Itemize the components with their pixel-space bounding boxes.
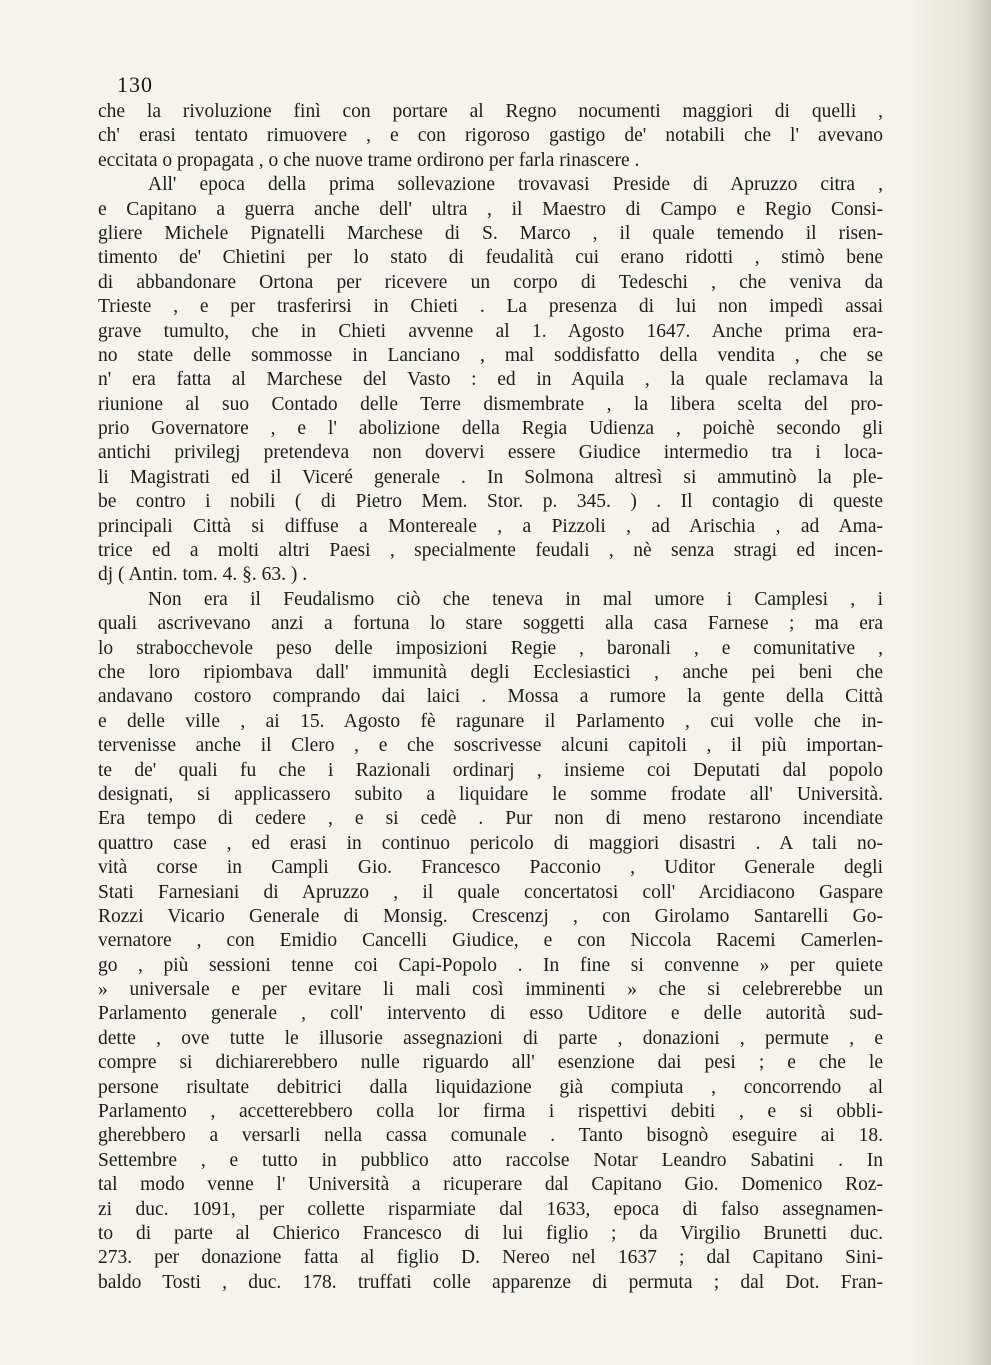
text-line: riunione al suo Contado delle Terre dismembrate , la libera scelta del pro- xyxy=(98,393,883,415)
text-line: principali Città si diffuse a Montereale , a Pizzoli , ad Arischia , ad Ama- xyxy=(98,515,883,537)
text-line: che la rivoluzione finì con portare al Regno nocumenti maggiori di quelli , xyxy=(98,101,883,122)
page-number: 130 xyxy=(117,72,153,97)
text-line: 273. per donazione fatta al figlio D. Nereo nel 1637 ; dal Capitano Sini- xyxy=(98,1247,883,1269)
text-line: Rozzi Vicario Generale di Monsig. Crescenzj , con Girolamo Santarelli Go- xyxy=(98,905,883,927)
text-line: di abbandonare Ortona per ricevere un corpo di Tedeschi , che veniva da xyxy=(98,271,883,293)
text-line: e delle ville , ai 15. Agosto fè ragunare il Parlamento , cui volle che in- xyxy=(98,710,883,732)
text-line: no state delle sommosse in Lanciano , mal soddisfatto della vendita , che se xyxy=(98,344,883,366)
text-line: trice ed a molti altri Paesi , specialmente feudali , nè senza stragi ed incen- xyxy=(98,540,883,562)
text-line: timento de' Chietini per lo stato di feudalità cui erano ridotti , stimò bene xyxy=(98,247,883,269)
text-line: gliere Michele Pignatelli Marchese di S. Marco , il quale temendo il risen- xyxy=(98,222,883,244)
text-line: vernatore , con Emidio Cancelli Giudice, e con Niccola Racemi Camerlen- xyxy=(98,930,883,952)
text-line: vità corse in Campli Gio. Francesco Pacconio , Uditor Generale degli xyxy=(98,857,883,879)
text-line: quali ascrivevano anzi a fortuna lo stare soggetti alla casa Farnese ; ma era xyxy=(98,613,883,635)
text-line: Trieste , e per trasferirsi in Chieti . La presenza di lui non impedì assai xyxy=(98,296,883,318)
text-line: compre si dichiarerebbero nulle riguardo all' esenzione dai pesi ; e che le xyxy=(98,1052,883,1074)
text-line: zi duc. 1091, per collette risparmiate dal 1633, epoca di falso assegnamen- xyxy=(98,1198,883,1220)
text-line: to di parte al Chierico Francesco di lui figlio ; da Virgilio Brunetti duc. xyxy=(98,1222,883,1244)
text-line: tal modo venne l' Università a ricuperare dal Capitano Gio. Domenico Roz- xyxy=(98,1174,883,1196)
text-line: Parlamento , accetterebbero colla lor firma i rispettivi debiti , e si obbli- xyxy=(98,1101,883,1123)
text-line: Parlamento generale , coll' intervento di esso Uditore e delle autorità sud- xyxy=(98,1003,883,1025)
text-line: e Capitano a guerra anche dell' ultra , il Maestro di Campo e Regio Consi- xyxy=(98,198,883,220)
text-line: n' era fatta al Marchese del Vasto : ed in Aquila , la quale reclamava la xyxy=(98,369,883,391)
text-line: dj ( Antin. tom. 4. §. 63. ) . xyxy=(98,564,308,586)
text-line: All' epoca della prima sollevazione trovavasi Preside di Apruzzo citra , xyxy=(148,174,883,196)
text-line: persone risultate debitrici dalla liquidazione già compiuta , concorrendo al xyxy=(98,1076,883,1098)
text-line: Non era il Feudalismo ciò che teneva in mal umore i Camplesi , i xyxy=(148,588,883,610)
text-line: Era tempo di cedere , e si cedè . Pur non di meno restarono incendiate xyxy=(98,808,883,830)
text-line: lo strabocchevole peso delle imposizioni Regie , baronali , e comunitative , xyxy=(98,637,883,659)
text-line: prio Governatore , e l' abolizione della Regia Udienza , poichè secondo gli xyxy=(98,418,883,440)
text-line: antichi privilegj pretendeva non dovervi essere Giudice intermedio tra i loca- xyxy=(98,442,883,464)
text-line: andavano costoro comprando dai laici . Mossa a rumore la gente della Città xyxy=(98,686,883,708)
text-line: designati, si applicassero subito a liquidare le somme frodate all' Università. xyxy=(98,783,883,805)
text-line: eccitata o propagata , o che nuove trame ordirono per farla rinascere . xyxy=(98,149,640,171)
text-line: go , più sessioni tenne coi Capi-Popolo . In fine si convenne » per quiete xyxy=(98,954,883,976)
text-line: quattro case , ed erasi in continuo pericolo di maggiori disastri . A tali no- xyxy=(98,832,883,854)
body-text xyxy=(98,100,883,1295)
text-line: dette , ove tutte le illusorie assegnazioni di parte , donazioni , permute , e xyxy=(98,1027,883,1049)
text-line: ch' erasi tentato rimuovere , e con rigoroso gastigo de' notabili che l' avevano xyxy=(98,125,883,147)
text-line: te de' quali fu che i Razionali ordinarj , insieme coi Deputati dal popolo xyxy=(98,759,883,781)
page-edge-shadow xyxy=(911,0,991,1365)
text-line: grave tumulto, che in Chieti avvenne al 1. Agosto 1647. Anche prima era- xyxy=(98,320,883,342)
text-line: che loro ripiombava dall' immunità degli Ecclesiastici , anche pei beni che xyxy=(98,661,883,683)
text-line: baldo Tosti , duc. 178. truffati colle apparenze di permuta ; dal Dot. Fran- xyxy=(98,1271,883,1293)
text-line: li Magistrati ed il Viceré generale . In Solmona altresì si ammutinò la ple- xyxy=(98,466,883,488)
text-line: Settembre , e tutto in pubblico atto raccolse Notar Leandro Sabatini . In xyxy=(98,1149,883,1171)
text-line: be contro i nobili ( di Pietro Mem. Stor. p. 345. ) . Il contagio di queste xyxy=(98,491,883,513)
text-line: Stati Farnesiani di Apruzzo , il quale concertatosi coll' Arcidiacono Gaspare xyxy=(98,881,883,903)
text-line: » universale e per evitare li mali così imminenti » che si celebrerebbe un xyxy=(98,979,883,1001)
text-line: gherebbero a versarli nella cassa comunale . Tanto bisognò eseguire ai 18. xyxy=(98,1125,883,1147)
text-line: tervenisse anche il Clero , e che soscrivesse alcuni capitoli , il più importan- xyxy=(98,735,883,757)
